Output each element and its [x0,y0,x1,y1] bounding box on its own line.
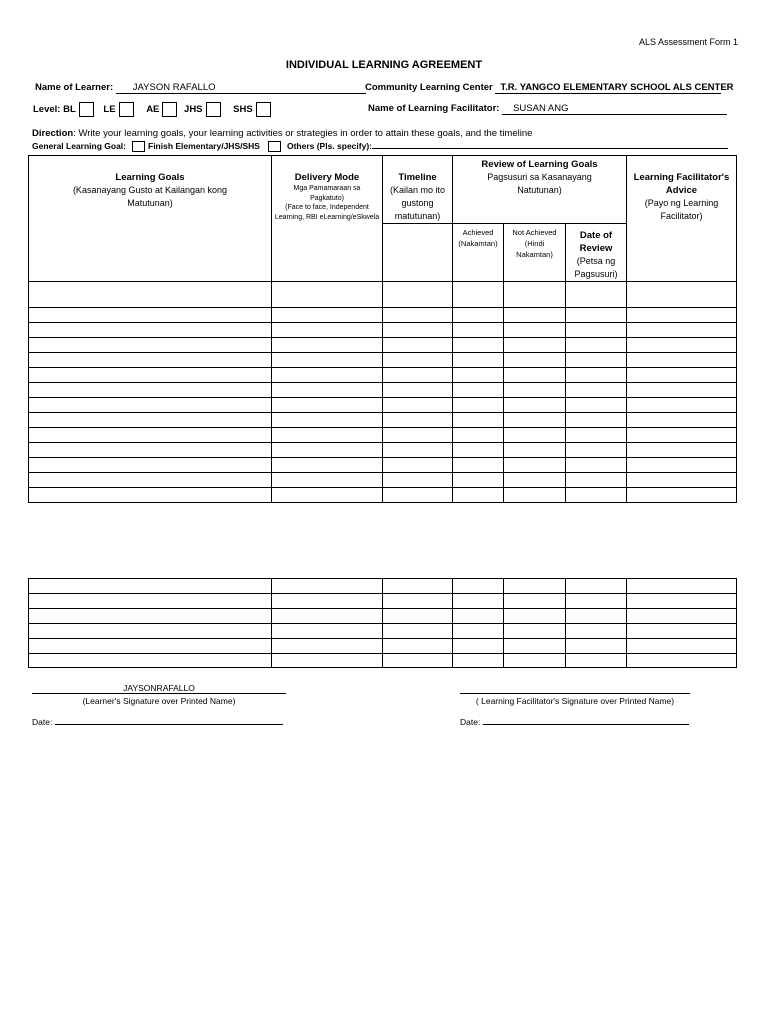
table-cell[interactable] [504,428,566,443]
table-cell[interactable] [627,488,737,503]
learner-row [35,82,366,94]
table-cell[interactable] [504,353,566,368]
table-cell[interactable] [383,639,453,654]
table-cell[interactable] [383,308,453,323]
table-cell[interactable] [383,488,453,503]
table-cell[interactable] [566,413,627,428]
facilitator-signature [460,683,690,706]
others-checkbox[interactable] [268,141,281,152]
table-cell[interactable] [627,624,737,639]
table-cell[interactable] [453,443,504,458]
table-cell[interactable] [29,624,272,639]
facilitator-date-label: Date: [460,717,481,727]
table-cell[interactable] [383,609,453,624]
table-row [29,579,737,594]
level-label: Level: BL [33,104,76,116]
table-cell[interactable] [627,368,737,383]
table-cell[interactable] [627,308,737,323]
level-le-label: LE [103,104,116,116]
table-row [29,609,737,624]
table-cell[interactable] [504,458,566,473]
table-cell[interactable] [29,368,272,383]
table-cell[interactable] [272,428,383,443]
level-ae-checkbox[interactable] [162,102,177,117]
facilitator-date-row [460,716,689,727]
table-cell[interactable] [272,323,383,338]
table-row [29,654,737,668]
table-cell[interactable] [29,473,272,488]
table-cell[interactable] [453,473,504,488]
others-label: Others (Pls. specify): [286,141,372,151]
table-cell[interactable] [272,413,383,428]
table-cell[interactable] [566,639,627,654]
table-cell[interactable] [272,488,383,503]
level-jhs-checkbox[interactable] [206,102,221,117]
table-cell[interactable] [504,579,566,594]
table-cell[interactable] [383,654,453,668]
table-cell[interactable] [453,579,504,594]
table-cell[interactable] [566,579,627,594]
table-cell[interactable] [504,338,566,353]
table-cell[interactable] [453,282,504,308]
table-cell[interactable] [29,323,272,338]
table-cell[interactable] [29,443,272,458]
table-cell[interactable] [383,594,453,609]
table-cell[interactable] [504,323,566,338]
table-cell[interactable] [383,368,453,383]
table-cell[interactable] [29,353,272,368]
table-cell[interactable] [566,458,627,473]
table-cell[interactable] [383,624,453,639]
table-cell[interactable] [272,609,383,624]
table-row [29,323,737,338]
facilitator-row [368,103,727,115]
table-cell[interactable] [272,398,383,413]
direction-label: Direction [32,128,74,139]
table-cell[interactable] [272,639,383,654]
table-cell[interactable] [272,473,383,488]
table-cell[interactable] [453,654,504,668]
table-row [29,383,737,398]
table-cell[interactable] [453,624,504,639]
clc-label: Community Learning Center [365,82,493,93]
table-cell[interactable] [504,639,566,654]
table-cell[interactable] [504,308,566,323]
table-cell[interactable] [566,624,627,639]
table-row [29,594,737,609]
table-cell[interactable] [504,624,566,639]
table-cell[interactable] [383,383,453,398]
others-specify-field[interactable] [372,148,728,149]
table-cell[interactable] [29,639,272,654]
not-achieved-header: Not Achieved (Hindi Nakamtan) [504,224,566,282]
table-cell[interactable] [504,443,566,458]
table-cell[interactable] [627,428,737,443]
table-cell[interactable] [504,473,566,488]
table-cell[interactable] [29,282,272,308]
table-cell[interactable] [29,428,272,443]
table-cell[interactable] [29,458,272,473]
table-cell[interactable] [29,308,272,323]
table-cell[interactable] [627,413,737,428]
table-row [29,488,737,503]
page-title: INDIVIDUAL LEARNING AGREEMENT [285,59,483,71]
level-le-checkbox[interactable] [119,102,134,117]
table-cell[interactable] [627,654,737,668]
table-row [29,308,737,323]
form-id: ALS Assessment Form 1 [638,37,738,47]
level-shs-checkbox[interactable] [256,102,271,117]
table-cell[interactable] [29,609,272,624]
finish-school-checkbox[interactable] [132,141,145,152]
table-cell[interactable] [627,398,737,413]
table-cell[interactable] [453,338,504,353]
timeline-header: Timeline (Kailan mo ito gustong matutunan) [383,156,453,224]
table-cell[interactable] [29,488,272,503]
table-cell[interactable] [383,282,453,308]
table-cell[interactable] [566,609,627,624]
table-cell[interactable] [272,458,383,473]
table-cell[interactable] [272,282,383,308]
table-cell[interactable] [504,398,566,413]
advice-header: Learning Facilitator's Advice (Payo ng Learning Facilitator) [627,156,737,282]
table-cell[interactable] [566,594,627,609]
table-cell[interactable] [627,594,737,609]
table-cell[interactable] [272,368,383,383]
table-cell[interactable] [453,458,504,473]
table-cell[interactable] [29,594,272,609]
table-cell[interactable] [504,594,566,609]
table-cell[interactable] [453,323,504,338]
table-cell[interactable] [383,458,453,473]
table-cell[interactable] [272,383,383,398]
agreement-table [28,155,737,503]
table-cell[interactable] [627,609,737,624]
table-cell[interactable] [627,458,737,473]
table-cell[interactable] [272,443,383,458]
table-row [29,413,737,428]
table-cell[interactable] [383,338,453,353]
table-row [29,368,737,383]
table-cell[interactable] [504,488,566,503]
general-goal-row [32,141,728,152]
table-cell[interactable] [566,353,627,368]
timeline-subcell [383,224,453,282]
learner-signature-caption: (Learner's Signature over Printed Name) [82,696,236,706]
date-review-header: Date of Review (Petsa ng Pagsusuri) [566,224,627,282]
table-cell[interactable] [504,413,566,428]
table-row [29,398,737,413]
table-cell[interactable] [504,609,566,624]
facilitator-date-field[interactable] [483,716,689,725]
table-row [29,428,737,443]
table-cell[interactable] [627,579,737,594]
table-cell[interactable] [504,282,566,308]
facilitator-name-field[interactable]: SUSAN ANG [502,103,727,115]
table-row [29,624,737,639]
table-cell[interactable] [383,353,453,368]
table-cell[interactable] [627,282,737,308]
table-cell[interactable] [453,639,504,654]
learner-date-field[interactable] [55,716,283,725]
table-row [29,458,737,473]
table-cell[interactable] [566,368,627,383]
table-cell[interactable] [627,473,737,488]
table-cell[interactable] [29,413,272,428]
learning-goals-header: Learning Goals (Kasanayang Gusto at Kailangan kong Matutunan) [29,156,272,282]
table-cell[interactable] [383,473,453,488]
table-cell[interactable] [566,654,627,668]
table-cell[interactable] [453,488,504,503]
table-cell[interactable] [29,338,272,353]
learner-label: Name of Learner: [35,82,114,93]
table-cell[interactable] [453,609,504,624]
table-cell[interactable] [272,654,383,668]
table-row [29,443,737,458]
table-cell[interactable] [29,398,272,413]
table-cell[interactable] [504,383,566,398]
table-cell[interactable] [627,353,737,368]
table-cell[interactable] [383,398,453,413]
table-row [29,282,737,308]
learner-date-row [32,716,283,727]
table-row [29,338,737,353]
table-cell[interactable] [627,383,737,398]
table-cell[interactable] [272,624,383,639]
table-cell[interactable] [272,353,383,368]
direction-text: Direction: Write your learning goals, your learning activities or strategies in order to attain these goals, and the timeline [32,128,533,139]
learner-name-field[interactable]: JAYSON RAFALLO [116,82,366,94]
table-cell[interactable] [453,398,504,413]
clc-field[interactable]: T.R. YANGCO ELEMENTARY SCHOOL ALS CENTER [495,82,721,94]
table-cell[interactable] [566,488,627,503]
table-cell[interactable] [453,383,504,398]
table-cell[interactable] [627,323,737,338]
facilitator-label: Name of Learning Facilitator: [368,103,500,114]
table-row [29,639,737,654]
table-cell[interactable] [29,654,272,668]
general-goal-label: General Learning Goal: [32,141,126,151]
table-cell[interactable] [566,473,627,488]
clc-row [365,82,734,94]
learner-signature [32,683,286,706]
table-cell[interactable] [453,353,504,368]
table-cell[interactable] [627,443,737,458]
table-cell[interactable] [453,308,504,323]
table-cell[interactable] [383,323,453,338]
delivery-mode-header: Delivery Mode Mga Pamamaraan sa Pagkatuto) (Face to face, Independent Learning, RBI eLearning/eSkwela [272,156,383,282]
table-cell[interactable] [453,413,504,428]
finish-school-label: Finish Elementary/JHS/SHS [148,141,260,151]
continuation-table [28,578,737,668]
level-shs-label: SHS [233,104,253,116]
level-bl-checkbox[interactable] [79,102,94,117]
level-ae-label: AE [146,104,160,116]
table-cell[interactable] [453,594,504,609]
table-cell[interactable] [566,323,627,338]
table-cell[interactable] [627,338,737,353]
review-header: Review of Learning Goals Pagsusuri sa Kasanayang Natutunan) [453,156,627,224]
table-cell[interactable] [504,654,566,668]
table-cell[interactable] [566,282,627,308]
level-jhs-label: JHS [184,104,203,116]
level-row [33,102,275,117]
table-cell[interactable] [504,368,566,383]
table-cell[interactable] [272,594,383,609]
table-row [29,473,737,488]
facilitator-signature-line[interactable] [460,683,690,694]
table-cell[interactable] [29,383,272,398]
table-cell[interactable] [627,639,737,654]
table-cell[interactable] [383,413,453,428]
learner-date-label: Date: [32,717,53,727]
table-cell[interactable] [566,383,627,398]
table-cell[interactable] [29,579,272,594]
table-cell[interactable] [566,443,627,458]
table-cell[interactable] [453,368,504,383]
table-row [29,353,737,368]
table-cell[interactable] [272,308,383,323]
achieved-header: Achieved (Nakamtan) [453,224,504,282]
table-cell[interactable] [566,428,627,443]
table-cell[interactable] [383,428,453,443]
table-cell[interactable] [383,579,453,594]
table-cell[interactable] [453,428,504,443]
table-cell[interactable] [566,398,627,413]
table-cell[interactable] [272,338,383,353]
table-cell[interactable] [383,443,453,458]
facilitator-signature-caption: ( Learning Facilitator's Signature over Printed Name) [475,696,675,706]
table-cell[interactable] [566,308,627,323]
learner-signature-line[interactable]: JAYSONRAFALLO [32,683,286,694]
table-cell[interactable] [566,338,627,353]
table-cell[interactable] [272,579,383,594]
